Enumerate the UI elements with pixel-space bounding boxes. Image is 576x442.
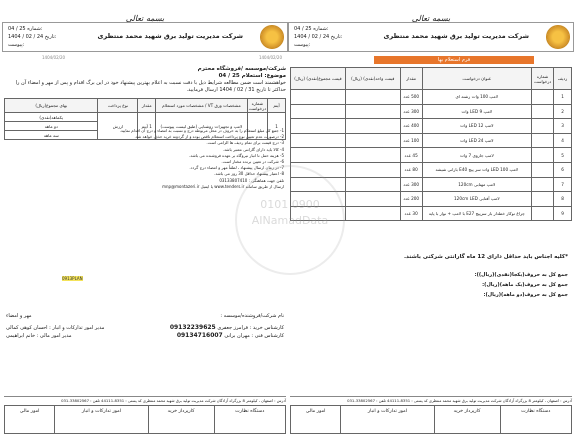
row-unit-price — [345, 133, 400, 148]
payment-option: دو ماهه — [5, 122, 98, 131]
row-request-number — [532, 90, 554, 105]
row-unit-price — [345, 206, 400, 221]
row-title: لامپ 100 وات رشته ای — [422, 90, 531, 105]
row-title: لامپ 100 LED وات سر پیچ E40 بارانی شیشه — [422, 162, 531, 177]
col-header: شماره درخواست — [248, 100, 267, 111]
col-header: عنوان درخواست — [422, 68, 531, 90]
attachment-label: پیوست: — [294, 42, 311, 48]
signature-cell: امور مالی — [291, 406, 341, 434]
col-header: مقدار — [400, 68, 422, 90]
signature-cell: امور تدارکات و انبار — [341, 406, 434, 434]
row-number: 8 — [554, 192, 572, 207]
item-title: لامپ و تجهیزات روشنایی (طبق لیست پیوست) — [156, 113, 247, 140]
row-unit-price — [345, 177, 400, 192]
signature-cell: کارپرداز خرید — [148, 406, 214, 434]
attachment-label: پیوست: — [8, 42, 25, 48]
row-qty: 30 عدد — [400, 206, 422, 221]
row-number: 5 — [554, 148, 572, 163]
stamp-sign-field: مهر و امضاء — [6, 313, 32, 319]
letter-number: 04 / 25 — [8, 26, 26, 32]
row-request-number — [532, 162, 554, 177]
row-qty: 200 عدد — [400, 192, 422, 207]
row-qty: 300 عدد — [400, 177, 422, 192]
date-label: تاریخ: — [44, 34, 57, 40]
signature-table — [290, 405, 572, 434]
col-header: قیمت واحد(نقدی) (ریال) — [345, 68, 400, 90]
col-header: شماره درخواست — [532, 68, 554, 90]
number-label: شماره: — [27, 26, 43, 32]
company-address: آدرس : اصفهان ، کیلومتر 8 بزرگراه آزادگان شرکت مدیریت تولید برق شهید محمد منتظری کد پستی : 8351-44111 تلفن : 33802567-031 — [290, 396, 572, 403]
form-title-bar: فرم استعلام بها — [374, 56, 534, 64]
row-number: 6 — [554, 162, 572, 177]
letter-addressee: شرکت/موسسه /فروشگاه محترم — [197, 66, 286, 72]
warranty-note: *کلیه اجناس باید حداقل دارای 12 ماه گارانتی شرکتی باشند. — [403, 254, 568, 260]
col-header: مقدار — [138, 99, 156, 113]
signature-cell: کارپرداز خرید — [434, 406, 500, 434]
row-request-number — [532, 133, 554, 148]
row-request-number — [532, 119, 554, 134]
row-number: 4 — [554, 133, 572, 148]
row-unit-price — [345, 119, 400, 134]
row-number: 7 — [554, 177, 572, 192]
signature-table — [4, 405, 286, 434]
letter-date: 1404 / 02 / 24 — [8, 34, 44, 40]
col-header: مشخصات ورق VT / مشخصات مورد استعلام — [156, 99, 247, 113]
table-row — [291, 104, 572, 119]
table-row — [291, 133, 572, 148]
row-qty: 500 عدد — [400, 90, 422, 105]
letter-text: خواهشمند است ضمن مطالعه شرایط ذیل با دقت نسبت به اعلام بهترین پیشنهاد خود در این برگ اقدام و پس از مهر و امضاء آن را حداکثر تا تاریخ 31 / 02 / 1404 ارسال فرمایید. — [15, 80, 286, 93]
col-header: آیتم — [268, 99, 286, 113]
condition-item: ارسال از طریق سامانه www.tenders.ir یا ایمیل mnp@montazeri.ir — [162, 183, 284, 189]
item-number: 1 — [268, 113, 286, 140]
row-title: لامپ جاروی 7 وات — [422, 148, 531, 163]
row-total-price — [291, 148, 346, 163]
letter-meta — [294, 25, 342, 49]
items-table-header — [291, 68, 572, 90]
row-total-price — [291, 119, 346, 134]
col-header: بهای مجموع(ریال) — [5, 99, 98, 113]
col-header: قیمت مجموع(نقدی) (ریال) — [291, 68, 346, 90]
signature-cell: دستگاه نظارت — [214, 406, 285, 434]
row-unit-price — [345, 148, 400, 163]
row-request-number — [532, 177, 554, 192]
date-label: تاریخ: — [330, 34, 343, 40]
supplier-name-field: نام شرکت/فروشنده/موسسه : — [220, 313, 284, 319]
letter-subject: موضوع: استعلام 25 / 04 — [218, 73, 286, 79]
row-request-number — [532, 148, 554, 163]
receipt-stamp: 1404/02/20 — [258, 55, 282, 60]
row-qty: 400 عدد — [400, 119, 422, 134]
row-title: چراغ توکار خطدار بار سرپیچ E27 با لامپ + نوار با پایه — [422, 206, 531, 221]
row-unit-price — [345, 104, 400, 119]
col-header: نوع پرداخت — [98, 99, 138, 113]
row-unit-price — [345, 90, 400, 105]
row-number: 9 — [554, 206, 572, 221]
number-label: شماره: — [313, 26, 329, 32]
highlight-code: 0913PLAN — [62, 276, 83, 281]
sum-one-month-words: جمع کل به حروف(یک ماهه)(ریال): — [482, 282, 568, 288]
row-title: لامپ LED 9 وات — [422, 104, 531, 119]
row-number: 1 — [554, 90, 572, 105]
item-qty: 1 آیتم — [138, 113, 156, 140]
signers-block — [6, 312, 284, 340]
row-number: 3 — [554, 119, 572, 134]
letter-date: 1404 / 02 / 24 — [294, 34, 330, 40]
signature-cell: امور تدارکات و انبار — [55, 406, 148, 434]
bismillah-heading: بسمه تعالی — [125, 14, 165, 23]
finance-manager: مدیر امور مالی : خانم ابراهیمی — [6, 333, 72, 339]
row-qty: 45 عدد — [400, 148, 422, 163]
procurement-manager: مدیر امور تدارکات و انبار : احسان کوهی کمالی — [6, 325, 105, 331]
condition-item: 5- هزینه حمل تا انبار نیروگاه بر عهده فروشنده می باشد. — [189, 152, 284, 158]
watermark-logo: 0101 0900 AINamadData — [235, 165, 345, 275]
company-address: آدرس : اصفهان ، کیلومتر 8 بزرگراه آزادگان شرکت مدیریت تولید برق شهید محمد منتظری کد پستی : 8351-44111 تلفن : 33802567-031 — [4, 396, 286, 403]
row-number: 2 — [554, 104, 572, 119]
condition-item: 1- جمع کل مبلغ استعلام را به حروف در محل مربوطه درج و نسبت به امضاء و درج آن اقدام نمایید. — [119, 128, 284, 133]
company-header — [2, 22, 288, 52]
expert-phone: 09134716007 — [176, 332, 223, 339]
bismillah-heading: بسمه تعالی — [411, 14, 451, 23]
payment-type-label: ارزش — [98, 113, 138, 140]
row-total-price — [291, 104, 346, 119]
payment-option: یکماهه(نقدی) — [5, 113, 98, 122]
buyer-phone: 09132239625 — [169, 324, 216, 331]
row-qty: 100 عدد — [400, 133, 422, 148]
signature-cell: دستگاه نظارت — [500, 406, 571, 434]
company-name: شرکت مدیریت تولید برق شهید محمد منتظری — [383, 32, 529, 40]
letter-body — [4, 66, 286, 94]
row-qty: 80 عدد — [400, 162, 422, 177]
row-title: لامپ LED 24 وات — [422, 133, 531, 148]
letter-number: 04 / 25 — [294, 26, 312, 32]
condition-item: تلفن جهت هماهنگی : 03133807410 — [219, 177, 284, 183]
row-request-number — [532, 104, 554, 119]
signature-cell: امور مالی — [5, 406, 55, 434]
table-row — [291, 162, 572, 177]
table-row — [291, 119, 572, 134]
row-total-price — [291, 133, 346, 148]
row-title: لامپ مهتابی 120cm — [422, 177, 531, 192]
company-name: شرکت مدیریت تولید برق شهید محمد منتظری — [97, 32, 243, 40]
buyer-name: کارشناس خرید : فرامرز جعفری — [217, 325, 284, 331]
condition-item: 4- کالا باید دارای گارانتی معتبر باشد. — [222, 146, 284, 152]
col-header: ردیف — [554, 68, 572, 90]
letter-meta — [8, 25, 56, 49]
table-row — [291, 90, 572, 105]
row-request-number — [532, 206, 554, 221]
condition-item: 8- اعتبار پیشنهاد حداقل 30 روز می باشد. — [214, 171, 284, 177]
company-logo-icon — [260, 25, 284, 49]
condition-item: 6- شرکت در تعیین برنده مختار است. — [221, 159, 284, 165]
company-logo-icon — [546, 25, 570, 49]
row-total-price — [291, 90, 346, 105]
company-header — [288, 22, 574, 52]
row-request-number — [532, 192, 554, 207]
condition-item: 3- درج قیمت برای تمام ردیف ها الزامی است. — [206, 140, 284, 146]
payment-option: سه ماهه — [5, 131, 98, 140]
technical-expert: کارشناس فنی : مهران برانی — [224, 333, 284, 339]
table-row — [291, 148, 572, 163]
sum-cash-words: جمع کل به حروف(یکجا(نقدی)(ریال)): — [474, 272, 568, 278]
row-title: لامپ LED 12 وات — [422, 119, 531, 134]
condition-item: 7- در زمان ارسال پیشنهاد ، لطفاً مهر و امضاء درج گردد. — [189, 165, 284, 171]
row-unit-price — [345, 192, 400, 207]
row-unit-price — [345, 162, 400, 177]
row-qty: 300 عدد — [400, 104, 422, 119]
conditions-list — [6, 128, 284, 190]
row-title: لامپ آفتابی 120cm LED — [422, 192, 531, 207]
condition-item: 2- درصورت عدم تعیین نوع پرداخت استعلام ناقص بوده و از گردونه خرید حذف خواهد شد. — [134, 134, 284, 140]
sum-two-month-words: جمع کل به حروف(دو ماهه)(ریال): — [483, 292, 568, 298]
receipt-stamp: 1404/02/20 — [42, 55, 66, 60]
